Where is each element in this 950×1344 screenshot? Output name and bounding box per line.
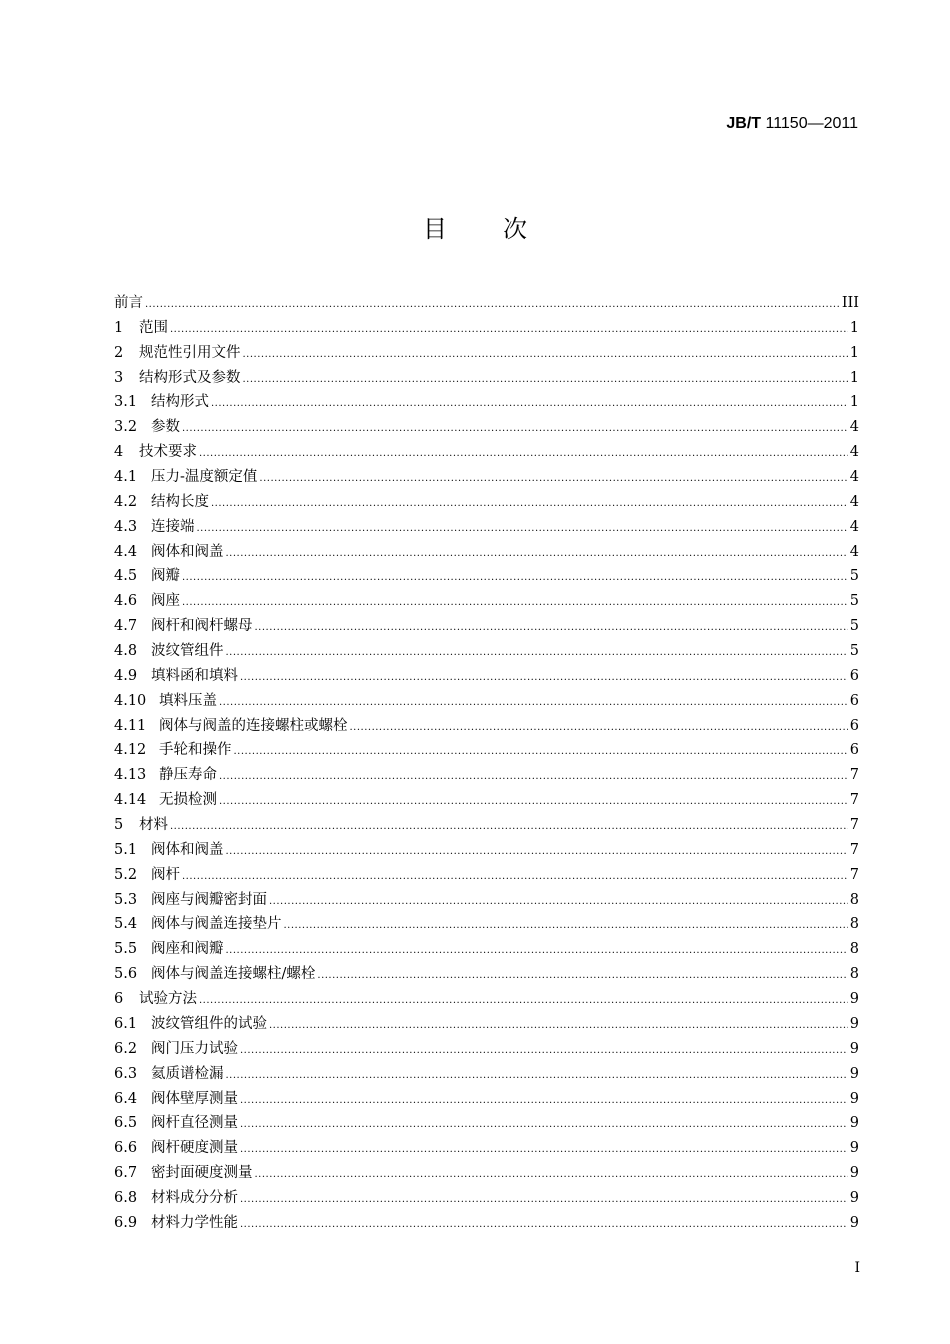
toc-dot-leader <box>269 896 848 907</box>
toc-entry-number: 6.4 <box>114 1090 138 1107</box>
toc-dot-leader <box>255 622 848 633</box>
toc-entry-page: 9 <box>849 1115 859 1132</box>
toc-entry[interactable] <box>114 962 859 987</box>
toc-entry-number: 4.11 <box>114 717 147 734</box>
toc-entry-number: 4.10 <box>114 692 147 709</box>
toc-dot-leader <box>226 647 848 658</box>
toc-entry[interactable] <box>114 1062 859 1087</box>
toc-entry-page: 5 <box>849 618 859 635</box>
toc-entry[interactable] <box>114 1012 859 1037</box>
toc-entry-number: 6.2 <box>114 1040 138 1057</box>
toc-entry-number: 3.2 <box>114 419 138 436</box>
toc-entry-number: 2 <box>114 344 124 361</box>
toc-dot-leader <box>240 1095 848 1106</box>
toc-entry[interactable] <box>114 738 859 763</box>
toc-entry-number: 4.4 <box>114 543 138 560</box>
toc-dot-leader <box>199 448 848 459</box>
toc-entry-page: 8 <box>849 891 859 908</box>
toc-dot-leader <box>240 1119 848 1130</box>
toc-entry[interactable] <box>114 1087 859 1112</box>
toc-entry[interactable] <box>114 1136 859 1161</box>
toc-entry-label: 阀座和阀瓣 <box>151 941 224 958</box>
toc-entry-label: 规范性引用文件 <box>139 344 241 361</box>
toc-entry-number: 6.3 <box>114 1065 138 1082</box>
toc-entry-page: 4 <box>849 518 859 535</box>
toc-entry-page: 7 <box>849 841 859 858</box>
toc-entry-number: 5.6 <box>114 966 138 983</box>
toc-entry-page: 9 <box>849 991 859 1008</box>
toc-dot-leader <box>170 821 848 832</box>
toc-entry[interactable] <box>114 341 859 366</box>
toc-entry-page: 9 <box>849 1189 859 1206</box>
toc-entry-number: 4 <box>114 444 124 461</box>
toc-entry[interactable] <box>114 589 859 614</box>
toc-dot-leader <box>240 672 848 683</box>
toc-entry-label: 阀杆和阀杆螺母 <box>151 618 253 635</box>
toc-dot-leader <box>199 995 848 1006</box>
toc-entry[interactable] <box>114 689 859 714</box>
toc-entry-label: 无损检测 <box>159 792 217 809</box>
toc-entry-page: III <box>841 295 859 311</box>
toc-entry-page: 8 <box>849 916 859 933</box>
toc-entry-page: 4 <box>849 493 859 510</box>
toc-dot-leader <box>170 324 848 335</box>
toc-entry-page: 9 <box>849 1214 859 1231</box>
toc-dot-leader <box>182 871 848 882</box>
toc-entry[interactable] <box>114 888 859 913</box>
toc-dot-leader <box>317 970 847 981</box>
toc-entry-page: 5 <box>849 643 859 660</box>
toc-entry[interactable] <box>114 540 859 565</box>
toc-entry[interactable] <box>114 639 859 664</box>
toc-entry-number: 4.1 <box>114 469 138 486</box>
toc-entry-number: 6.1 <box>114 1015 138 1032</box>
toc-entry-label: 密封面硬度测量 <box>151 1165 253 1182</box>
toc-entry[interactable] <box>114 987 859 1012</box>
toc-entry-page: 9 <box>849 1015 859 1032</box>
toc-entry-page: 6 <box>849 692 859 709</box>
toc-entry-number: 6.8 <box>114 1189 138 1206</box>
table-of-contents <box>114 291 859 1236</box>
toc-entry[interactable] <box>114 564 859 589</box>
toc-entry[interactable] <box>114 1037 859 1062</box>
toc-dot-leader <box>240 1194 848 1205</box>
document-code <box>726 114 858 134</box>
toc-entry[interactable] <box>114 1211 859 1236</box>
toc-entry[interactable] <box>114 316 859 341</box>
toc-entry-number: 4.12 <box>114 742 147 759</box>
toc-entry-page: 4 <box>849 419 859 436</box>
toc-entry-label: 结构长度 <box>151 493 209 510</box>
toc-entry[interactable] <box>114 515 859 540</box>
toc-entry-label: 阀体和阀盖 <box>151 841 224 858</box>
toc-entry-page: 9 <box>849 1140 859 1157</box>
toc-dot-leader <box>226 945 848 956</box>
toc-entry[interactable] <box>114 788 859 813</box>
toc-dot-leader <box>211 398 848 409</box>
toc-entry-page: 1 <box>849 319 859 336</box>
toc-entry-label: 静压寿命 <box>159 767 217 784</box>
toc-dot-leader <box>182 572 848 583</box>
toc-entry-page: 9 <box>849 1065 859 1082</box>
toc-entry-label: 材料 <box>139 817 168 834</box>
toc-entry-number: 6.7 <box>114 1165 138 1182</box>
toc-entry[interactable] <box>114 490 859 515</box>
page-number: I <box>854 1260 860 1276</box>
toc-entry-label: 波纹管组件的试验 <box>151 1015 267 1032</box>
toc-entry[interactable] <box>114 714 859 739</box>
toc-entry[interactable] <box>114 415 859 440</box>
toc-dot-leader <box>284 920 848 931</box>
toc-entry-page: 8 <box>849 941 859 958</box>
toc-dot-leader <box>182 597 848 608</box>
toc-entry-number: 3 <box>114 369 124 386</box>
toc-entry-page: 4 <box>849 469 859 486</box>
toc-entry-page: 7 <box>849 817 859 834</box>
toc-dot-leader <box>255 1169 848 1180</box>
toc-entry-label: 材料力学性能 <box>151 1214 238 1231</box>
toc-entry-label: 连接端 <box>151 518 195 535</box>
document-code-number: 11150—2011 <box>761 115 858 132</box>
toc-entry-label: 阀杆硬度测量 <box>151 1140 238 1157</box>
toc-entry[interactable] <box>114 763 859 788</box>
toc-entry-page: 7 <box>849 866 859 883</box>
toc-entry-number: 4.6 <box>114 593 138 610</box>
toc-entry[interactable] <box>114 1186 859 1211</box>
toc-entry[interactable] <box>114 390 859 415</box>
toc-dot-leader <box>243 349 848 360</box>
toc-entry-page: 9 <box>849 1090 859 1107</box>
toc-entry-page: 6 <box>849 667 859 684</box>
toc-entry[interactable] <box>114 912 859 937</box>
toc-entry-label: 阀体与阀盖连接垫片 <box>151 916 282 933</box>
toc-entry-number: 6 <box>114 991 124 1008</box>
toc-dot-leader <box>350 722 848 733</box>
toc-entry[interactable] <box>114 1111 859 1136</box>
toc-entry-label: 阀瓣 <box>151 568 180 585</box>
page-title: 目次 <box>423 215 583 243</box>
toc-entry-label: 结构形式及参数 <box>139 369 241 386</box>
toc-entry-number: 4.2 <box>114 493 138 510</box>
toc-entry-number: 5.5 <box>114 941 138 958</box>
toc-entry-label: 波纹管组件 <box>151 643 224 660</box>
toc-entry-label: 结构形式 <box>151 394 209 411</box>
toc-entry[interactable] <box>114 291 859 316</box>
document-code-prefix: JB/T <box>726 115 762 132</box>
toc-entry[interactable] <box>114 465 859 490</box>
toc-dot-leader <box>219 697 848 708</box>
toc-entry-number: 5.4 <box>114 916 138 933</box>
toc-dot-leader <box>226 548 848 559</box>
toc-dot-leader <box>226 846 848 857</box>
toc-entry-number: 4.13 <box>114 767 147 784</box>
toc-dot-leader <box>269 1020 848 1031</box>
toc-entry[interactable] <box>114 366 859 391</box>
toc-entry[interactable] <box>114 614 859 639</box>
toc-entry-number: 4.7 <box>114 618 138 635</box>
toc-dot-leader <box>259 473 847 484</box>
toc-entry-label: 压力-温度额定值 <box>151 469 258 486</box>
toc-entry-number: 5.1 <box>114 841 138 858</box>
toc-entry-page: 4 <box>849 543 859 560</box>
toc-entry-label: 阀门压力试验 <box>151 1040 238 1057</box>
toc-entry-page: 5 <box>849 593 859 610</box>
toc-entry-label: 氦质谱检漏 <box>151 1065 224 1082</box>
toc-entry-page: 6 <box>849 717 859 734</box>
toc-dot-leader <box>219 796 848 807</box>
toc-entry-label: 填料函和填料 <box>151 667 238 684</box>
toc-entry-label: 阀体壁厚测量 <box>151 1090 238 1107</box>
toc-entry-page: 7 <box>849 767 859 784</box>
toc-entry-page: 1 <box>849 344 859 361</box>
toc-entry-page: 8 <box>849 966 859 983</box>
toc-dot-leader <box>240 1219 848 1230</box>
toc-dot-leader <box>145 299 840 310</box>
toc-entry[interactable] <box>114 813 859 838</box>
toc-entry-page: 6 <box>849 742 859 759</box>
toc-dot-leader <box>240 1045 848 1056</box>
toc-entry-number: 4.9 <box>114 667 138 684</box>
toc-entry-page: 9 <box>849 1040 859 1057</box>
toc-entry-label: 范围 <box>139 319 168 336</box>
toc-entry-number: 1 <box>114 319 124 336</box>
toc-dot-leader <box>197 523 848 534</box>
toc-entry-number: 6.5 <box>114 1115 138 1132</box>
toc-entry-number: 4.14 <box>114 792 147 809</box>
toc-entry-label: 阀杆 <box>151 866 180 883</box>
toc-dot-leader <box>240 1144 848 1155</box>
toc-dot-leader <box>182 423 848 434</box>
toc-entry[interactable] <box>114 440 859 465</box>
toc-entry[interactable] <box>114 937 859 962</box>
toc-entry[interactable] <box>114 1161 859 1186</box>
toc-entry-label: 技术要求 <box>139 444 197 461</box>
toc-entry-label: 手轮和操作 <box>159 742 232 759</box>
toc-entry[interactable] <box>114 863 859 888</box>
toc-entry-label: 试验方法 <box>139 991 197 1008</box>
toc-dot-leader <box>243 374 848 385</box>
toc-entry-label: 阀杆直径测量 <box>151 1115 238 1132</box>
toc-entry-label: 阀座 <box>151 593 180 610</box>
toc-entry-number: 5.2 <box>114 866 138 883</box>
toc-dot-leader <box>226 1070 848 1081</box>
toc-entry-number: 6.6 <box>114 1140 138 1157</box>
toc-entry-page: 4 <box>849 444 859 461</box>
toc-entry-number: 4.5 <box>114 568 138 585</box>
toc-entry-page: 9 <box>849 1165 859 1182</box>
toc-entry[interactable] <box>114 838 859 863</box>
toc-entry-label: 阀体和阀盖 <box>151 543 224 560</box>
toc-entry[interactable] <box>114 664 859 689</box>
toc-entry-number: 5.3 <box>114 891 138 908</box>
toc-entry-number: 4.8 <box>114 643 138 660</box>
toc-entry-label: 前言 <box>114 295 143 311</box>
toc-entry-label: 填料压盖 <box>159 692 217 709</box>
toc-entry-label: 阀体与阀盖连接螺柱/螺栓 <box>151 966 316 983</box>
toc-entry-page: 1 <box>849 394 859 411</box>
toc-entry-page: 7 <box>849 792 859 809</box>
toc-entry-number: 5 <box>114 817 124 834</box>
toc-entry-number: 3.1 <box>114 394 138 411</box>
toc-entry-page: 1 <box>849 369 859 386</box>
toc-dot-leader <box>219 771 848 782</box>
toc-entry-number: 6.9 <box>114 1214 138 1231</box>
toc-entry-label: 参数 <box>151 419 180 436</box>
toc-entry-label: 阀体与阀盖的连接螺柱或螺栓 <box>159 717 348 734</box>
toc-entry-page: 5 <box>849 568 859 585</box>
toc-entry-label: 阀座与阀瓣密封面 <box>151 891 267 908</box>
toc-entry-label: 材料成分分析 <box>151 1189 238 1206</box>
toc-entry-number: 4.3 <box>114 518 138 535</box>
toc-dot-leader <box>234 746 848 757</box>
toc-dot-leader <box>211 498 848 509</box>
